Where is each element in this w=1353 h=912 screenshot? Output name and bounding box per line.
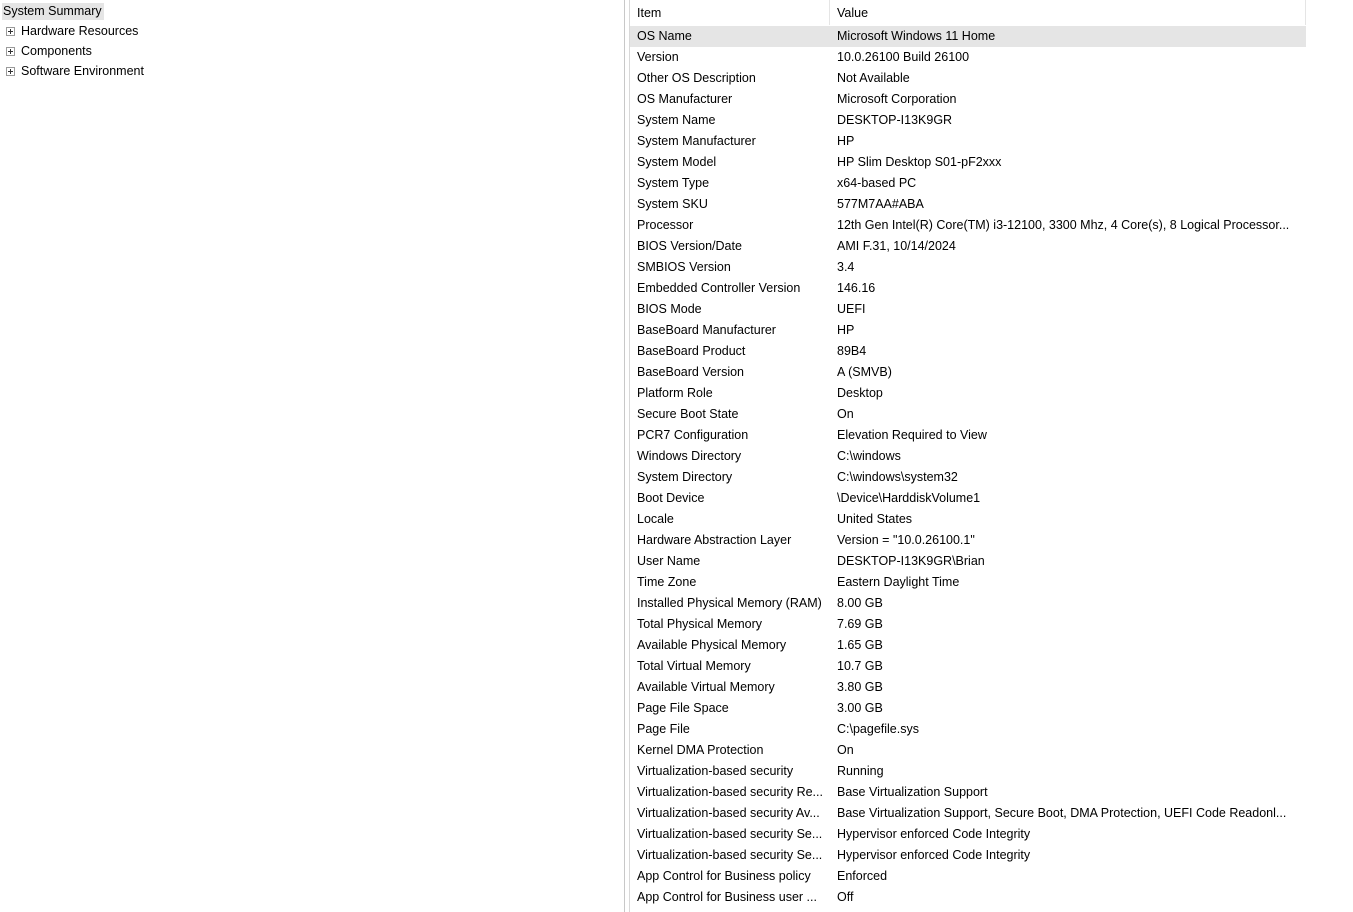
row-value-cell: \Device\HarddiskVolume1 xyxy=(837,491,981,505)
row-item-cell: Time Zone xyxy=(637,575,697,589)
row-value-cell: 10.7 GB xyxy=(837,659,883,673)
row-value-cell: Running xyxy=(837,764,884,778)
row-item-cell: System Name xyxy=(637,113,716,127)
row-item-cell: Boot Device xyxy=(637,491,705,505)
row-value-cell: C:\windows\system32 xyxy=(837,470,958,484)
row-item-cell: System Model xyxy=(637,155,717,169)
row-item-cell: Secure Boot State xyxy=(637,407,739,421)
row-item-cell: System Manufacturer xyxy=(637,134,756,148)
details-list[interactable] xyxy=(630,0,1353,912)
row-value-cell: 89B4 xyxy=(837,344,867,358)
table-row[interactable] xyxy=(630,320,1306,341)
row-item-cell: Page File xyxy=(637,722,690,736)
table-row[interactable] xyxy=(630,845,1306,866)
table-row[interactable] xyxy=(630,572,1306,593)
row-value-cell: 8.00 GB xyxy=(837,596,883,610)
row-item-cell: BaseBoard Product xyxy=(637,344,746,358)
table-row[interactable] xyxy=(630,26,1306,47)
table-row[interactable] xyxy=(630,782,1306,803)
row-value-cell: Hypervisor enforced Code Integrity xyxy=(837,827,1031,841)
row-item-cell: Version xyxy=(637,50,679,64)
row-value-cell: A (SMVB) xyxy=(837,365,892,379)
row-item-cell: Processor xyxy=(637,218,694,232)
row-item-cell: BaseBoard Manufacturer xyxy=(637,323,776,337)
table-row[interactable] xyxy=(630,194,1306,215)
table-row[interactable] xyxy=(630,446,1306,467)
row-item-cell: App Control for Business policy xyxy=(637,869,811,883)
row-item-cell: App Control for Business user ... xyxy=(637,890,817,904)
row-item-cell: Virtualization-based security Av... xyxy=(637,806,820,820)
row-item-cell: Available Virtual Memory xyxy=(637,680,775,694)
list-rows xyxy=(630,26,1306,908)
row-value-cell: x64-based PC xyxy=(837,176,917,190)
table-row[interactable] xyxy=(630,656,1306,677)
table-row[interactable] xyxy=(630,698,1306,719)
row-value-cell: Elevation Required to View xyxy=(837,428,987,442)
row-value-cell: DESKTOP-I13K9GR\Brian xyxy=(837,554,985,568)
row-item-cell: System Directory xyxy=(637,470,733,484)
row-item-cell: Locale xyxy=(637,512,674,526)
row-item-cell: System Type xyxy=(637,176,710,190)
row-value-cell: DESKTOP-I13K9GR xyxy=(837,113,953,127)
table-row[interactable] xyxy=(630,173,1306,194)
table-row[interactable] xyxy=(630,740,1306,761)
row-item-cell: Virtualization-based security Re... xyxy=(637,785,823,799)
table-row[interactable] xyxy=(630,299,1306,320)
row-item-cell: BIOS Version/Date xyxy=(637,239,742,253)
table-row[interactable] xyxy=(630,551,1306,572)
row-value-cell: Version = "10.0.26100.1" xyxy=(837,533,975,547)
row-item-cell: OS Name xyxy=(637,29,692,43)
table-row[interactable] xyxy=(630,467,1306,488)
table-row[interactable] xyxy=(630,887,1306,908)
table-row[interactable] xyxy=(630,530,1306,551)
expand-plus-icon[interactable] xyxy=(6,27,15,36)
category-tree[interactable] xyxy=(0,0,624,912)
row-item-cell: Virtualization-based security xyxy=(637,764,794,778)
table-row[interactable] xyxy=(630,152,1306,173)
table-row[interactable] xyxy=(630,215,1306,236)
row-value-cell: Eastern Daylight Time xyxy=(837,575,960,589)
row-value-cell: HP xyxy=(837,134,855,148)
table-row[interactable] xyxy=(630,635,1306,656)
tree-item-label: Components xyxy=(21,44,92,58)
tree-item-label: Hardware Resources xyxy=(21,24,139,38)
row-value-cell: Microsoft Corporation xyxy=(837,92,957,106)
row-value-cell: 10.0.26100 Build 26100 xyxy=(837,50,970,64)
row-item-cell: PCR7 Configuration xyxy=(637,428,749,442)
tree-item-system-summary[interactable] xyxy=(2,3,104,20)
row-value-cell: Not Available xyxy=(837,71,910,85)
expand-plus-icon[interactable] xyxy=(6,47,15,56)
table-row[interactable] xyxy=(630,110,1306,131)
table-row[interactable] xyxy=(630,593,1306,614)
row-item-cell: Embedded Controller Version xyxy=(637,281,801,295)
table-row[interactable] xyxy=(630,278,1306,299)
row-value-cell: UEFI xyxy=(837,302,866,316)
table-row[interactable] xyxy=(630,68,1306,89)
row-value-cell: Base Virtualization Support, Secure Boot, DMA Protection, UEFI Code Readonl... xyxy=(837,806,1287,820)
row-item-cell: Windows Directory xyxy=(637,449,742,463)
table-row[interactable] xyxy=(630,509,1306,530)
row-value-cell: Desktop xyxy=(837,386,883,400)
row-value-cell: 12th Gen Intel(R) Core(TM) i3-12100, 3300 Mhz, 4 Core(s), 8 Logical Processor... xyxy=(837,218,1290,232)
row-value-cell: 3.00 GB xyxy=(837,701,883,715)
table-row[interactable] xyxy=(630,89,1306,110)
row-value-cell: 3.80 GB xyxy=(837,680,883,694)
row-item-cell: Platform Role xyxy=(637,386,713,400)
tree-item-label: System Summary xyxy=(3,4,102,18)
row-item-cell: Available Physical Memory xyxy=(637,638,787,652)
row-value-cell: 1.65 GB xyxy=(837,638,883,652)
table-row[interactable] xyxy=(630,719,1306,740)
table-row[interactable] xyxy=(630,803,1306,824)
row-value-cell: Microsoft Windows 11 Home xyxy=(837,29,996,43)
row-item-cell: Page File Space xyxy=(637,701,729,715)
table-row[interactable] xyxy=(630,383,1306,404)
table-row[interactable] xyxy=(630,425,1306,446)
expand-plus-icon[interactable] xyxy=(6,67,15,76)
row-item-cell: Total Virtual Memory xyxy=(637,659,751,673)
row-value-cell: Base Virtualization Support xyxy=(837,785,988,799)
row-item-cell: Other OS Description xyxy=(637,71,756,85)
row-value-cell: Hypervisor enforced Code Integrity xyxy=(837,848,1031,862)
row-item-cell: SMBIOS Version xyxy=(637,260,731,274)
tree-item-components[interactable] xyxy=(6,42,92,60)
table-row[interactable] xyxy=(630,488,1306,509)
row-item-cell: BaseBoard Version xyxy=(637,365,745,379)
table-row[interactable] xyxy=(630,824,1306,845)
table-row[interactable] xyxy=(630,404,1306,425)
row-value-cell: HP xyxy=(837,323,855,337)
row-value-cell: 3.4 xyxy=(837,260,855,274)
row-item-cell: Installed Physical Memory (RAM) xyxy=(637,596,822,610)
table-row[interactable] xyxy=(630,866,1306,887)
row-item-cell: User Name xyxy=(637,554,701,568)
table-row[interactable] xyxy=(630,362,1306,383)
column-header-item[interactable]: Item xyxy=(630,0,830,25)
table-row[interactable] xyxy=(630,677,1306,698)
row-item-cell: Total Physical Memory xyxy=(637,617,763,631)
row-value-cell: AMI F.31, 10/14/2024 xyxy=(837,239,956,253)
row-value-cell: United States xyxy=(837,512,913,526)
table-row[interactable] xyxy=(630,341,1306,362)
tree-item-software-environment[interactable] xyxy=(6,62,144,80)
row-item-cell: Virtualization-based security Se... xyxy=(637,848,823,862)
row-item-cell: System SKU xyxy=(637,197,708,211)
row-value-cell: 146.16 xyxy=(837,281,876,295)
table-row[interactable] xyxy=(630,761,1306,782)
row-value-cell: C:\pagefile.sys xyxy=(837,722,919,736)
column-header-value[interactable]: Value xyxy=(830,0,1306,25)
list-header xyxy=(630,0,1306,25)
row-value-cell: 7.69 GB xyxy=(837,617,883,631)
tree-item-hardware-resources[interactable] xyxy=(6,22,138,40)
row-value-cell: On xyxy=(837,743,854,757)
row-item-cell: Virtualization-based security Se... xyxy=(637,827,823,841)
table-row[interactable] xyxy=(630,131,1306,152)
table-row[interactable] xyxy=(630,614,1306,635)
row-value-cell: Enforced xyxy=(837,869,888,883)
row-item-cell: Hardware Abstraction Layer xyxy=(637,533,792,547)
row-item-cell: BIOS Mode xyxy=(637,302,702,316)
table-row[interactable] xyxy=(630,257,1306,278)
row-item-cell: Kernel DMA Protection xyxy=(637,743,764,757)
table-row[interactable] xyxy=(630,47,1306,68)
row-value-cell: On xyxy=(837,407,854,421)
row-value-cell: HP Slim Desktop S01-pF2xxx xyxy=(837,155,1002,169)
row-item-cell: OS Manufacturer xyxy=(637,92,733,106)
row-value-cell: C:\windows xyxy=(837,449,901,463)
row-value-cell: 577M7AA#ABA xyxy=(837,197,924,211)
tree-item-label: Software Environment xyxy=(21,64,144,78)
row-value-cell: Off xyxy=(837,890,854,904)
table-row[interactable] xyxy=(630,236,1306,257)
